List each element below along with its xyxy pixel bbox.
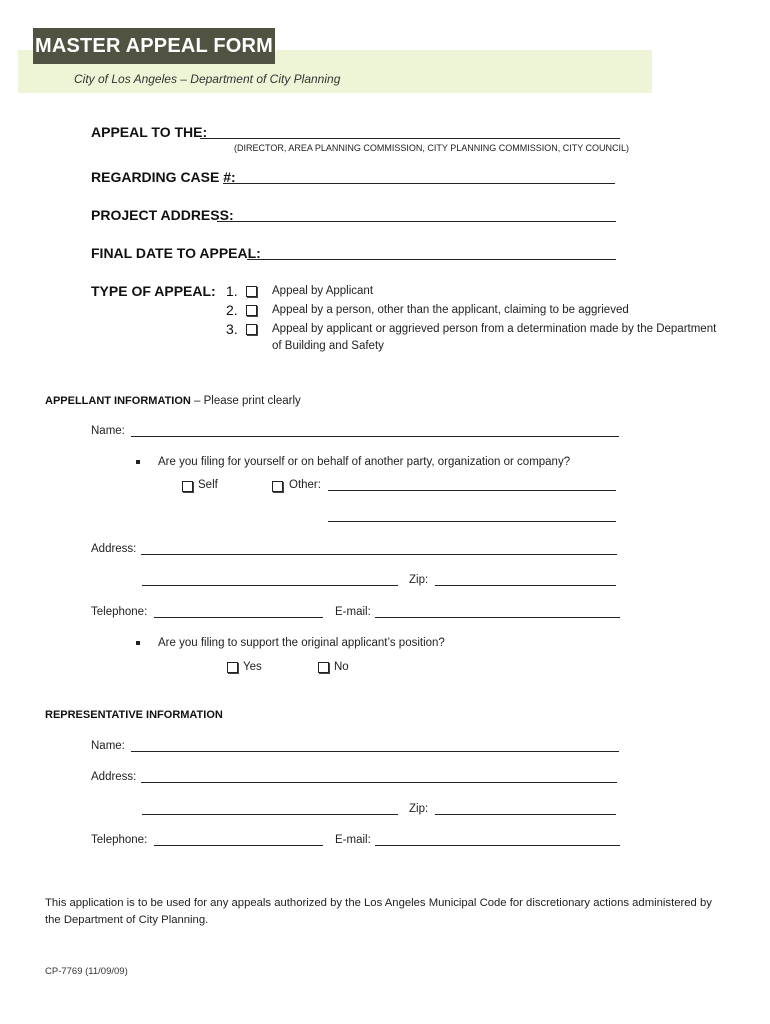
appeal-to-field[interactable] — [200, 138, 620, 139]
no-checkbox[interactable] — [318, 662, 329, 673]
appellant-name-label: Name: — [91, 425, 125, 437]
project-address-field[interactable] — [217, 221, 616, 222]
type-1-text: Appeal by Applicant — [272, 285, 374, 297]
rep-zip-field[interactable] — [435, 814, 616, 815]
type-2-number: 2. — [226, 302, 238, 318]
usage-statement-line1: This application is to be used for any appeals authorized by the Los Angeles Municipal Code for discretionary actions administered by — [45, 897, 712, 909]
bullet-icon — [136, 641, 140, 645]
self-label: Self — [198, 479, 218, 491]
form-code: CP-7769 (11/09/09) — [45, 966, 128, 977]
other-checkbox[interactable] — [272, 481, 283, 492]
type-3-text: Appeal by applicant or aggrieved person from a determination made by the Department — [272, 323, 717, 335]
filing-for-question: Are you filing for yourself or on behalf of another party, organization or company? — [158, 456, 571, 468]
appellant-heading — [45, 393, 301, 407]
rep-address-label: Address: — [91, 771, 137, 783]
type-3-number: 3. — [226, 321, 238, 337]
appellant-heading-note: – Please print clearly — [190, 395, 301, 407]
rep-telephone-label: Telephone: — [91, 834, 148, 846]
rep-address-field-line2[interactable] — [142, 814, 398, 815]
yes-label: Yes — [243, 661, 262, 673]
rep-address-field[interactable] — [141, 782, 617, 783]
support-question: Are you filing to support the original applicant’s position? — [158, 637, 445, 649]
type-1-checkbox[interactable] — [246, 286, 257, 297]
appellant-address-field-line2[interactable] — [142, 585, 398, 586]
form-subtitle: City of Los Angeles – Department of City Planning — [74, 72, 341, 86]
appellant-name-field[interactable] — [131, 436, 619, 437]
appellant-heading-title: APPELLANT INFORMATION — [45, 395, 191, 407]
appellant-zip-field[interactable] — [435, 585, 616, 586]
rep-name-field[interactable] — [131, 751, 619, 752]
self-checkbox[interactable] — [182, 481, 193, 492]
final-date-field[interactable] — [247, 259, 616, 260]
project-address-label: PROJECT ADDRESS: — [91, 207, 234, 223]
representative-heading: REPRESENTATIVE INFORMATION — [45, 709, 223, 721]
no-label: No — [334, 661, 349, 673]
appellant-email-label: E-mail: — [335, 606, 371, 618]
appellant-telephone-label: Telephone: — [91, 606, 148, 618]
rep-zip-label: Zip: — [409, 803, 429, 815]
final-date-label: FINAL DATE TO APPEAL: — [91, 245, 261, 261]
rep-email-label: E-mail: — [335, 834, 371, 846]
case-number-field[interactable] — [223, 183, 615, 184]
appellant-telephone-field[interactable] — [154, 617, 323, 618]
rep-telephone-field[interactable] — [154, 845, 323, 846]
appellant-address-field[interactable] — [141, 554, 617, 555]
rep-email-field[interactable] — [375, 845, 620, 846]
type-2-checkbox[interactable] — [246, 305, 257, 316]
yes-checkbox[interactable] — [227, 662, 238, 673]
appellant-zip-label: Zip: — [409, 574, 429, 586]
type-1-number: 1. — [226, 283, 238, 299]
appeal-to-note: (DIRECTOR, AREA PLANNING COMMISSION, CITY PLANNING COMMISSION, CITY COUNCIL) — [234, 143, 630, 153]
appellant-address-label: Address: — [91, 543, 137, 555]
type-of-appeal-label: TYPE OF APPEAL: — [91, 283, 216, 299]
appellant-email-field[interactable] — [375, 617, 620, 618]
other-field-line1[interactable] — [328, 490, 616, 491]
rep-name-label: Name: — [91, 740, 125, 752]
form-title: MASTER APPEAL FORM — [33, 28, 275, 64]
other-label: Other: — [289, 479, 321, 491]
type-3-text-line2: of Building and Safety — [272, 340, 384, 352]
usage-statement-line2: the Department of City Planning. — [45, 914, 209, 926]
bullet-icon — [136, 460, 140, 464]
other-field-line2[interactable] — [328, 521, 616, 522]
type-3-checkbox[interactable] — [246, 324, 257, 335]
case-number-label: REGARDING CASE #: — [91, 169, 236, 185]
type-2-text: Appeal by a person, other than the applicant, claiming to be aggrieved — [272, 304, 629, 316]
appeal-to-label: APPEAL TO THE: — [91, 124, 208, 140]
